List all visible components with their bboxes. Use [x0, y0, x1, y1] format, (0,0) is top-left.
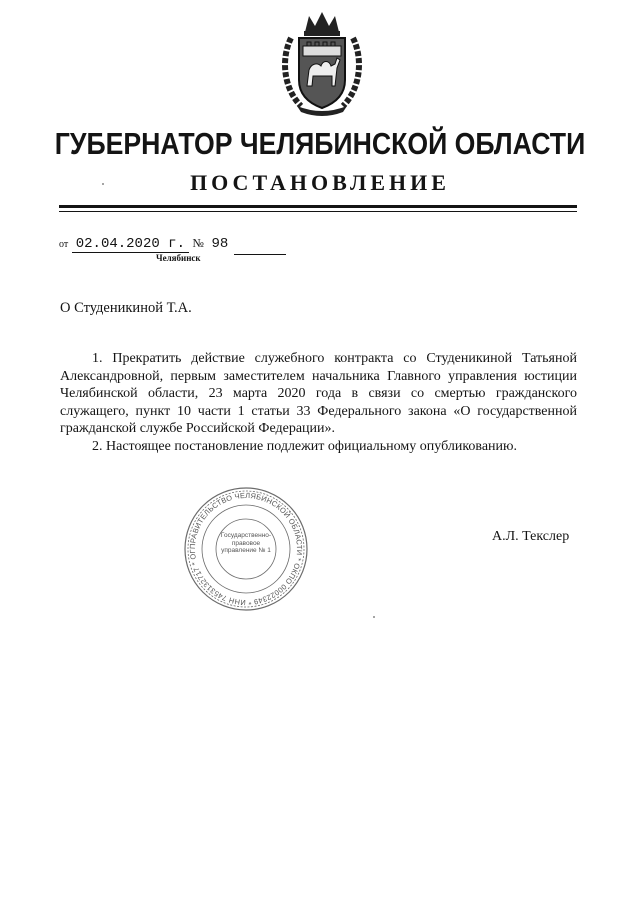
issuer-title: ГУБЕРНАТОР ЧЕЛЯБИНСКОЙ ОБЛАСТИ: [54, 126, 586, 161]
official-seal: [183, 486, 309, 612]
year-suffix: г.: [168, 236, 185, 252]
chelyabinsk-coat-of-arms-icon: [277, 8, 367, 118]
speck: [373, 616, 375, 618]
paragraph-2: 2. Настоящее постановление подлежит официальному опубликованию.: [92, 438, 517, 454]
document-date: [72, 236, 189, 253]
document-body: [60, 350, 577, 455]
seal-outer-ring-text: ПРАВИТЕЛЬСТВО ЧЕЛЯБИНСКОЙ ОБЛАСТИ * ОКПО 00022349 * ИНН 7453132717 * ОГ: [187, 490, 305, 608]
document-number: 98: [211, 236, 229, 252]
number-underline: [234, 254, 286, 255]
date-value: 02.04.2020: [75, 236, 160, 252]
document-subject: О Студеникиной Т.А.: [60, 300, 192, 316]
paragraph-1: 1. Прекратить действие служебного контракта со Студеникиной Татьяной Александровной, первым заместителем начальника Главного управления юстиции Челябинской области, 23 марта 2020 года в связи со смертью гражданского служащего, пункт 10 части 1 статьи 33 Федерального закона «О государственной гражданской службе Российской Федерации».: [60, 351, 577, 436]
number-sign: №: [192, 236, 204, 250]
city-label: Челябинск: [156, 253, 201, 263]
speck: [102, 183, 104, 185]
seal-center-text: Государственно-правовое управление № 1: [220, 532, 272, 554]
signatory-name: А.Л. Текслер: [492, 529, 570, 544]
document-type-heading: ПОСТАНОВЛЕНИЕ: [190, 170, 450, 195]
official-seal-icon: [183, 486, 309, 612]
date-prefix: от: [59, 239, 69, 250]
header-rule-thin: [59, 211, 577, 212]
header-rule-thick: [59, 205, 577, 208]
coat-of-arms-emblem: [277, 8, 367, 118]
date-number-line: [59, 236, 232, 252]
